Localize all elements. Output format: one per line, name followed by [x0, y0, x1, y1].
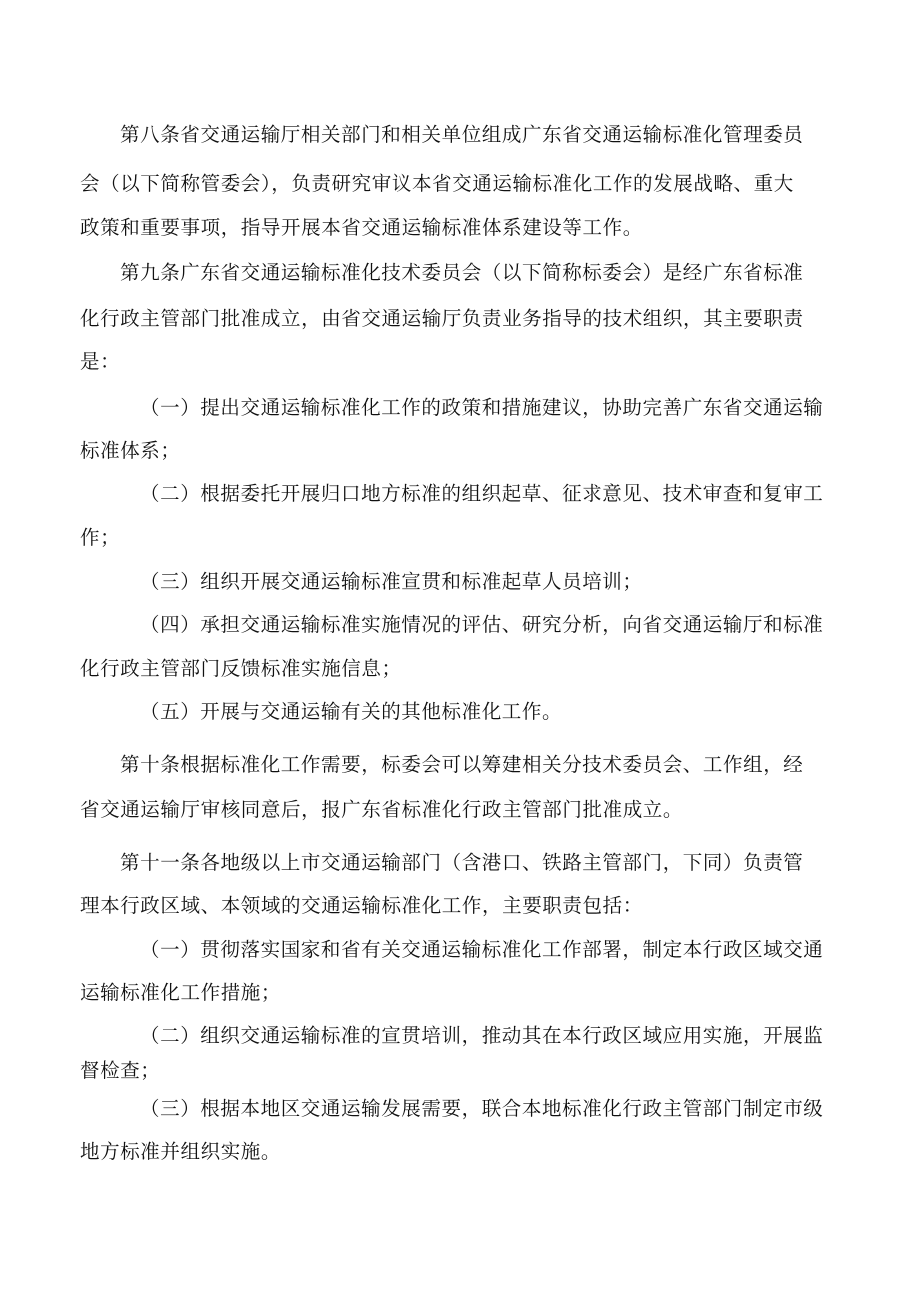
list-item-line: （二）根据委托开展归口地方标准的组织起草、征求意见、技术审查和复审工 [140, 482, 824, 505]
article-8-line-1: 第八条省交通运输厅相关部门和相关单位组成广东省交通运输标准化管理委员 [120, 123, 804, 146]
article-9-line-2: 化行政主管部门批准成立，由省交通运输厅负责业务指导的技术组织，其主要职责 [80, 307, 804, 330]
article-9-line-3: 是： [80, 350, 121, 373]
list-item-line: （二）组织交通运输标准的宣贯培训，推动其在本行政区域应用实施，开展监 [140, 1024, 824, 1047]
list-item-line: （三）根据本地区交通运输发展需要，联合本地标准化行政主管部门制定市级 [140, 1097, 824, 1120]
article-10-line-1: 第十条根据标准化工作需要，标委会可以筹建相关分技术委员会、工作组，经 [120, 753, 804, 776]
list-item-line: （一）提出交通运输标准化工作的政策和措施建议，协助完善广东省交通运输 [140, 396, 824, 419]
list-item-line: （一）贯彻落实国家和省有关交通运输标准化工作部署，制定本行政区域交通 [140, 938, 824, 961]
list-item-line: 标准体系； [80, 439, 181, 462]
list-item-line: 化行政主管部门反馈标准实施信息； [80, 657, 402, 680]
list-item-line: 作； [80, 526, 121, 549]
list-item-line: （三）组织开展交通运输标准宣贯和标准起草人员培训； [140, 570, 643, 593]
article-9-line-1: 第九条广东省交通运输标准化技术委员会（以下简称标委会）是经广东省标准 [120, 261, 804, 284]
article-10-line-2: 省交通运输厅审核同意后，报广东省标准化行政主管部门批准成立。 [80, 798, 684, 821]
list-item-line: （五）开展与交通运输有关的其他标准化工作。 [140, 700, 563, 723]
article-8-line-2: 会（以下简称管委会），负责研究审议本省交通运输标准化工作的发展战略、重大 [80, 172, 794, 195]
list-item-line: （四）承担交通运输标准实施情况的评估、研究分析，向省交通运输厅和标准 [140, 613, 824, 636]
article-11-line-2: 理本行政区域、本领域的交通运输标准化工作，主要职责包括： [80, 894, 643, 917]
list-item-line: 督检查； [80, 1059, 161, 1082]
list-item-line: 运输标准化工作措施； [80, 981, 282, 1004]
list-item-line: 地方标准并组织实施。 [80, 1140, 282, 1163]
article-8-line-3: 政策和重要事项，指导开展本省交通运输标准体系建设等工作。 [80, 216, 643, 239]
article-11-line-1: 第十一条各地级以上市交通运输部门（含港口、铁路主管部门，下同）负责管 [120, 851, 804, 874]
